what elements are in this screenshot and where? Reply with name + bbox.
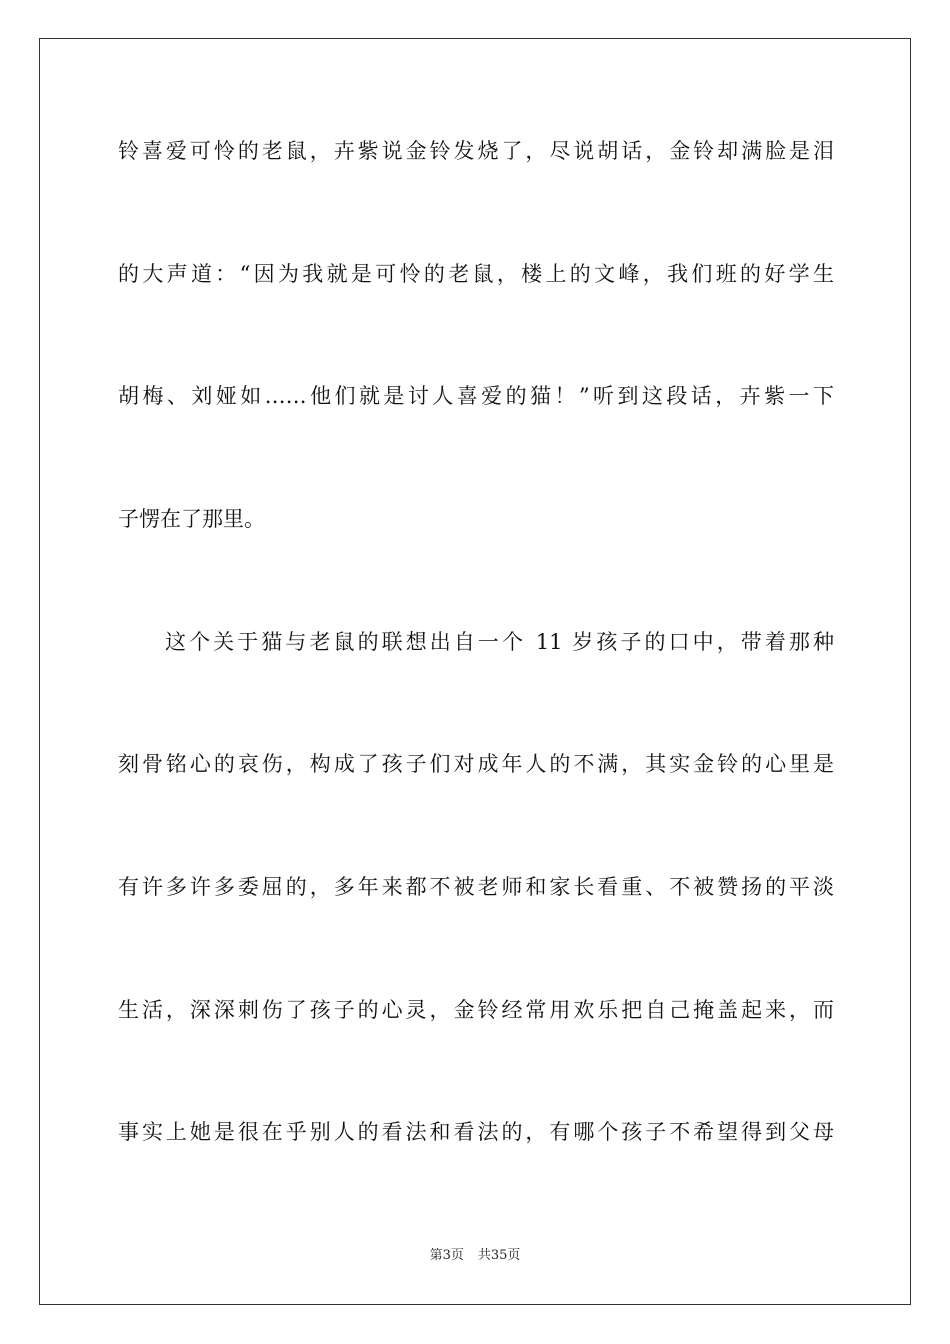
- body-line-4: 子愣在了那里。: [118, 507, 265, 531]
- body-line-2: 的大声道：“因为我就是可怜的老鼠，楼上的文峰，我们班的好学生: [118, 262, 834, 286]
- page-number: 第3页: [429, 1248, 464, 1263]
- body-line-8: 生活，深深刺伤了孩子的心灵，金铃经常用欢乐把自己掩盖起来，而: [118, 998, 834, 1022]
- body-line-3: 胡梅、刘娅如……他们就是讨人喜爱的猫！”听到这段话，卉紫一下: [118, 384, 834, 408]
- page-border: [39, 38, 911, 1305]
- page-footer: [0, 1247, 950, 1265]
- body-line-1: 铃喜爱可怜的老鼠，卉紫说金铃发烧了，尽说胡话，金铃却满脸是泪: [118, 139, 834, 163]
- body-line-5: 这个关于猫与老鼠的联想出自一个 11 岁孩子的口中，带着那种: [165, 630, 834, 654]
- body-line-9: 事实上她是很在乎别人的看法和看法的，有哪个孩子不希望得到父母: [118, 1120, 834, 1144]
- page-total: 共35页: [477, 1248, 521, 1263]
- body-line-7: 有许多许多委屈的，多年来都不被老师和家长看重、不被赞扬的平淡: [118, 875, 834, 899]
- body-line-6: 刻骨铭心的哀伤，构成了孩子们对成年人的不满，其实金铃的心里是: [118, 752, 834, 776]
